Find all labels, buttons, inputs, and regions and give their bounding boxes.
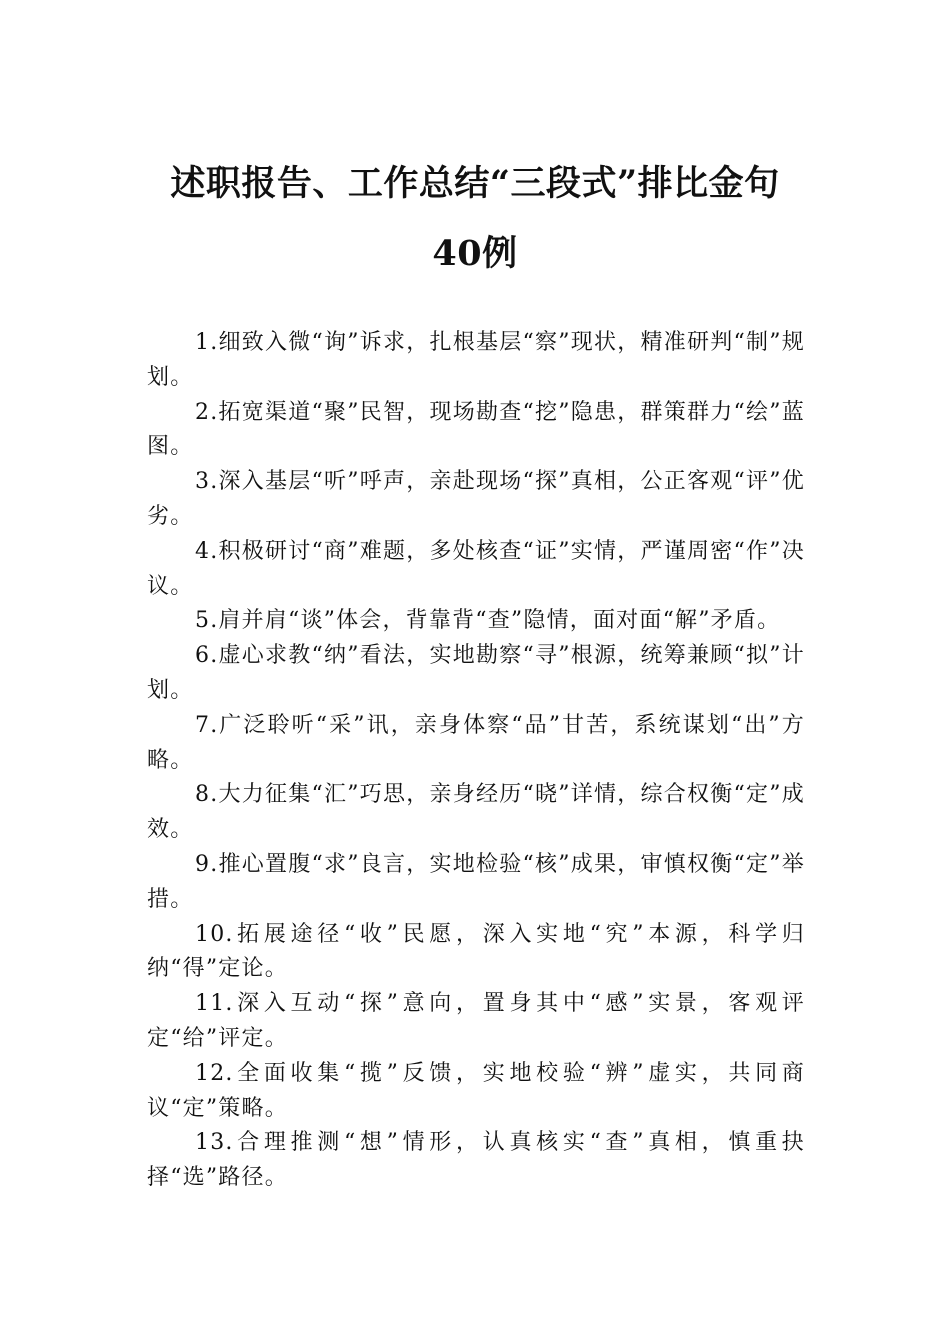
paragraph-9: 9.推心置腹“求”良言，实地检验“核”成果，审慎权衡“定”举措。 bbox=[147, 851, 805, 912]
paragraph-7: 7.广泛聆听“采”讯，亲身体察“品”甘苦，系统谋划“出”方略。 bbox=[147, 712, 805, 773]
document-body bbox=[147, 326, 805, 1196]
paragraph-13: 13.合理推测“想”情形，认真核实“查”真相，慎重抉择“选”路径。 bbox=[147, 1130, 805, 1191]
paragraph-4: 4.积极研讨“商”难题，多处核查“证”实情，严谨周密“作”决议。 bbox=[147, 538, 805, 599]
paragraph-10: 10.拓展途径“收”民愿，深入实地“究”本源，科学归纳“得”定论。 bbox=[147, 921, 805, 982]
paragraph-6: 6.虚心求教“纳”看法，实地勘察“寻”根源，统筹兼顾“拟”计划。 bbox=[147, 643, 805, 703]
paragraph-1: 1.细致入微“询”诉求，扎根基层“察”现状，精准研判“制”规划。 bbox=[147, 330, 805, 390]
paragraph-2: 2.拓宽渠道“聚”民智，现场勘查“挖”隐患，群策群力“绘”蓝图。 bbox=[147, 399, 805, 460]
title-line-1: 述职报告、工作总结“三段式”排比金句 bbox=[170, 163, 780, 204]
paragraph-11: 11.深入互动“探”意向，置身其中“感”实景，客观评定“给”评定。 bbox=[147, 991, 805, 1051]
document-title bbox=[100, 160, 850, 278]
paragraph-8: 8.大力征集“汇”巧思，亲身经历“晓”详情，综合权衡“定”成效。 bbox=[147, 782, 805, 843]
paragraph-12: 12.全面收集“揽”反馈，实地校验“辨”虚实，共同商议“定”策略。 bbox=[147, 1060, 805, 1121]
paragraph-3: 3.深入基层“听”呼声，亲赴现场“探”真相，公正客观“评”优劣。 bbox=[147, 469, 805, 529]
title-line-2: 40例 bbox=[432, 233, 518, 274]
paragraph-5: 5.肩并肩“谈”体会，背靠背“查”隐情，面对面“解”矛盾。 bbox=[195, 608, 781, 634]
